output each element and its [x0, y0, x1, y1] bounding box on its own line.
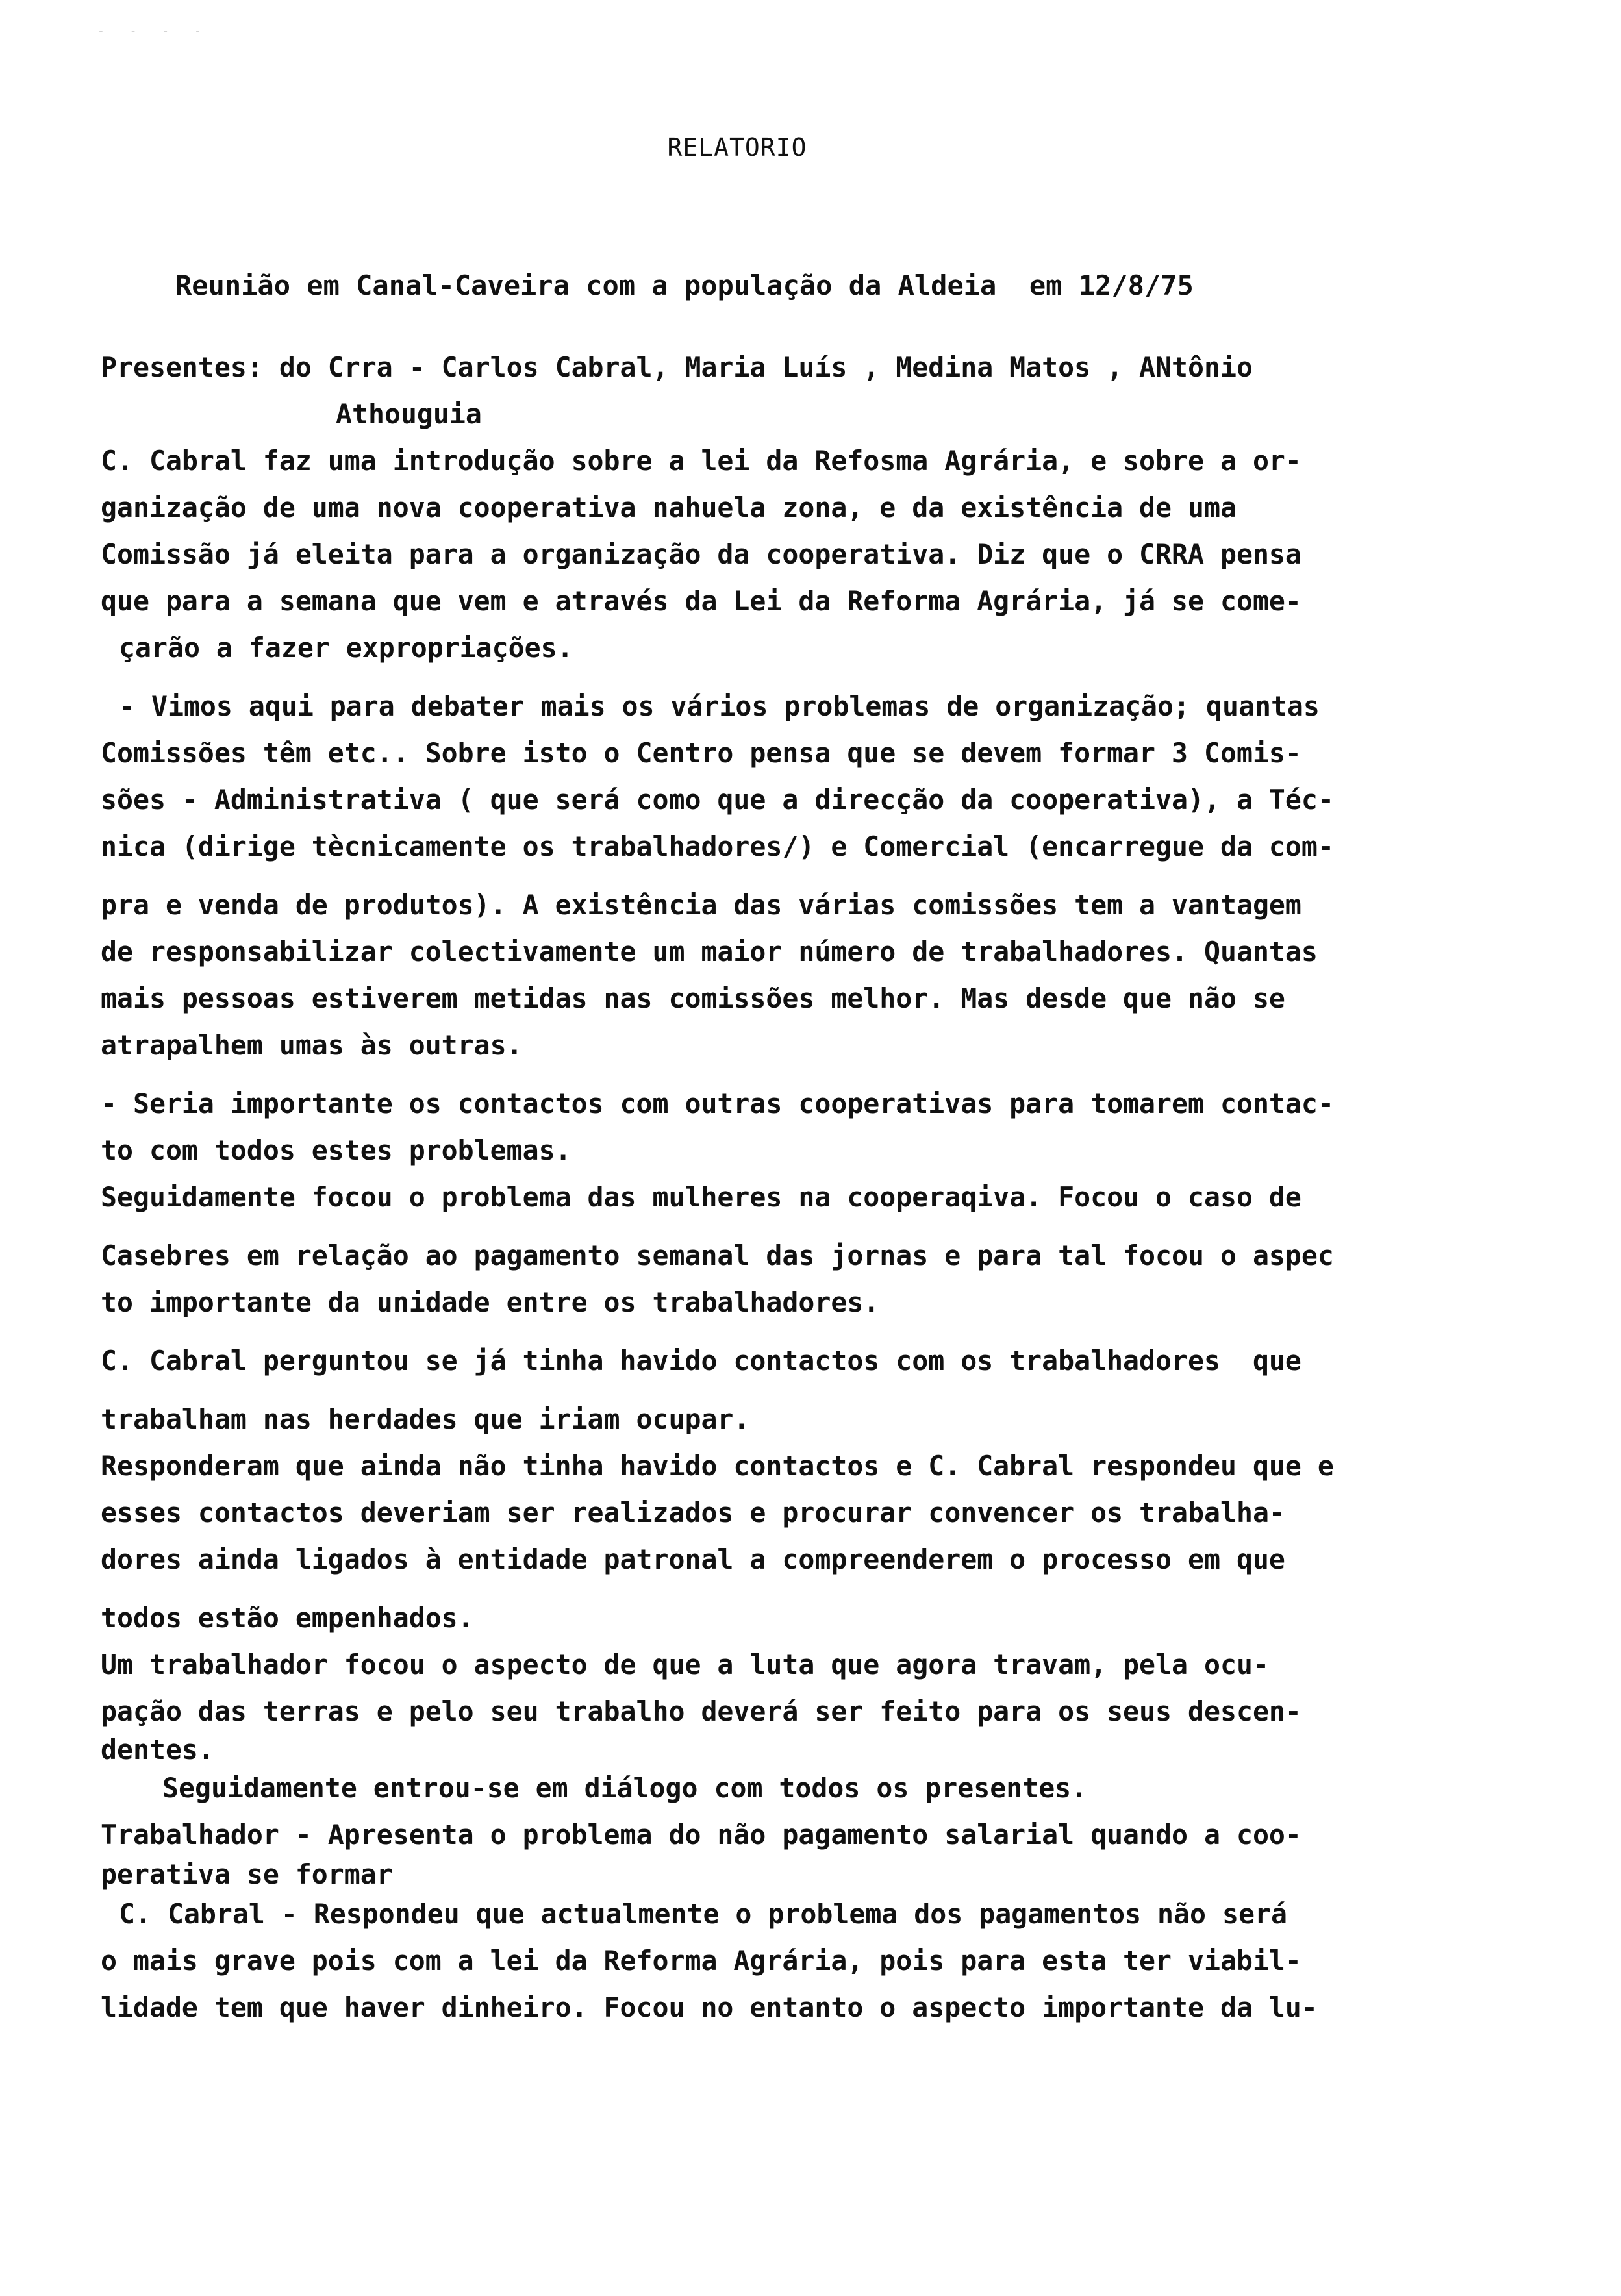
text-line: Athouguia	[336, 398, 482, 430]
scan-specks: - - - -	[97, 25, 210, 38]
document-subtitle: Reunião em Canal-Caveira com a população da Aldeia em 12/8/75	[175, 269, 1194, 301]
text-line: esses contactos deveriam ser realizados e procurar convencer os trabalha-	[101, 1497, 1285, 1529]
text-line: ganização de uma nova cooperativa nahuela zona, e da existência de uma	[101, 492, 1237, 523]
text-line: C. Cabral - Respondeu que actualmente o problema dos pagamentos não será	[119, 1898, 1287, 1930]
text-line: Casebres em relação ao pagamento semanal das jornas e para tal focou o aspec	[101, 1240, 1334, 1271]
text-line: to com todos estes problemas.	[101, 1134, 572, 1166]
text-line: nica (dirige tècnicamente os trabalhadores/) e Comercial (encarregue da com-	[101, 830, 1334, 862]
text-line: Responderam que ainda não tinha havido contactos e C. Cabral respondeu que e	[101, 1450, 1334, 1482]
text-line: trabalham nas herdades que iriam ocupar.	[101, 1403, 750, 1435]
text-line: çarão a fazer expropriações.	[119, 632, 573, 664]
text-line: todos estão empenhados.	[101, 1602, 474, 1634]
text-line: C. Cabral faz uma introdução sobre a lei da Refosma Agrária, e sobre a or-	[101, 445, 1301, 477]
text-line: atrapalhem umas às outras.	[101, 1029, 523, 1061]
text-line: Um trabalhador focou o aspecto de que a luta que agora travam, pela ocu-	[101, 1649, 1269, 1680]
text-line: o mais grave pois com a lei da Reforma Agrária, pois para esta ter viabil-	[101, 1945, 1301, 1977]
text-line: Comissões têm etc.. Sobre isto o Centro pensa que se devem formar 3 Comis-	[101, 737, 1301, 769]
text-line: dores ainda ligados à entidade patronal a compreenderem o processo em que	[101, 1543, 1285, 1575]
document-title: RELATORIO	[667, 133, 807, 162]
text-line: pra e venda de produtos). A existência das várias comissões tem a vantagem	[101, 889, 1301, 921]
text-line: to importante da unidade entre os trabalhadores.	[101, 1286, 880, 1318]
text-line: Trabalhador - Apresenta o problema do não pagamento salarial quando a coo-	[101, 1819, 1301, 1851]
document-body	[101, 344, 1568, 2031]
text-line: Seguidamente focou o problema das mulheres na cooperaqiva. Focou o caso de	[101, 1181, 1301, 1213]
text-line: que para a semana que vem e através da Lei da Reforma Agrária, já se come-	[101, 585, 1301, 617]
text-line: perativa se formar	[101, 1858, 393, 1890]
text-line: de responsabilizar colectivamente um maior número de trabalhadores. Quantas	[101, 936, 1318, 967]
text-line: mais pessoas estiverem metidas nas comissões melhor. Mas desde que não se	[101, 982, 1285, 1014]
text-line: - Seria importante os contactos com outras cooperativas para tomarem contac-	[101, 1088, 1334, 1119]
text-line: Presentes: do Crra - Carlos Cabral, Maria Luís , Medina Matos , ANtônio	[101, 351, 1253, 383]
text-line: dentes.	[101, 1734, 214, 1766]
text-line: C. Cabral perguntou se já tinha havido contactos com os trabalhadores que	[101, 1345, 1301, 1377]
text-line: sões - Administrativa ( que será como que a direcção da cooperativa), a Téc-	[101, 784, 1334, 816]
text-line: Seguidamente entrou-se em diálogo com todos os presentes.	[162, 1772, 1088, 1804]
text-line: pação das terras e pelo seu trabalho deverá ser feito para os seus descen-	[101, 1695, 1301, 1727]
text-line: - Vimos aqui para debater mais os vários problemas de organização; quantas	[119, 690, 1320, 722]
text-line: Comissão já eleita para a organização da cooperativa. Diz que o CRRA pensa	[101, 538, 1301, 570]
text-line: lidade tem que haver dinheiro. Focou no entanto o aspecto importante da lu-	[101, 1991, 1318, 2023]
